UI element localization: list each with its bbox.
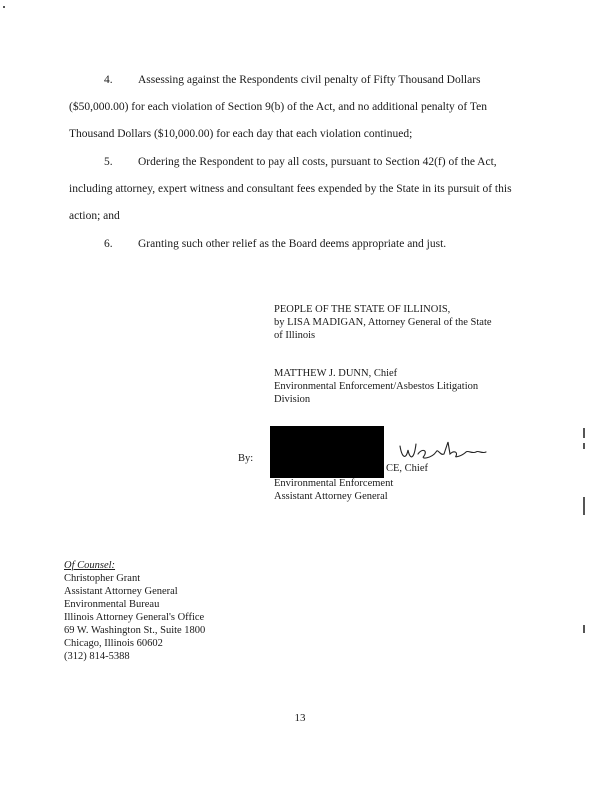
paragraph-text-line: ($50,000.00) for each violation of Section 9(b) of the Act, and no additional penalty of Ten <box>69 101 487 113</box>
paragraph-text-line: including attorney, expert witness and consultant fees expended by the State in its pursuit of this <box>69 183 512 195</box>
of-counsel-line: Chicago, Illinois 60602 <box>64 638 163 649</box>
signer-name-suffix: CE, Chief <box>386 463 428 474</box>
signer-title: Environmental Enforcement <box>274 478 394 489</box>
of-counsel-line: Christopher Grant <box>64 573 141 584</box>
by-label: By: <box>238 453 254 464</box>
scan-artifact <box>3 6 5 8</box>
plaintiff-name: PEOPLE OF THE STATE OF ILLINOIS, <box>274 304 451 315</box>
page-number: 13 <box>294 712 306 724</box>
chief-title: Division <box>274 394 311 405</box>
attorney-general-line: of Illinois <box>274 330 316 341</box>
chief-name: MATTHEW J. DUNN, Chief <box>274 368 398 379</box>
scan-artifact <box>583 497 585 515</box>
of-counsel-line: Environmental Bureau <box>64 599 160 610</box>
of-counsel-line: Assistant Attorney General <box>64 586 178 597</box>
of-counsel-heading: Of Counsel: <box>64 560 116 571</box>
paragraph-number: 5. <box>104 156 113 168</box>
attorney-general-line: by LISA MADIGAN, Attorney General of the State <box>274 317 492 328</box>
paragraph-text-line: Granting such other relief as the Board deems appropriate and just. <box>138 238 447 250</box>
scan-artifact <box>583 443 585 449</box>
paragraph-number: 4. <box>104 74 113 86</box>
paragraph-number: 6. <box>104 238 113 250</box>
of-counsel-line: (312) 814-5388 <box>64 651 130 662</box>
scan-artifact <box>583 625 585 633</box>
paragraph-text-line: action; and <box>69 210 120 222</box>
redaction-box <box>270 426 384 478</box>
paragraph-text-line: Assessing against the Respondents civil penalty of Fifty Thousand Dollars <box>138 74 481 86</box>
of-counsel-line: Illinois Attorney General's Office <box>64 612 205 623</box>
paragraph-text-line: Ordering the Respondent to pay all costs, pursuant to Section 42(f) of the Act, <box>138 156 497 168</box>
signer-title: Assistant Attorney General <box>274 491 388 502</box>
paragraph-text-line: Thousand Dollars ($10,000.00) for each day that each violation continued; <box>69 128 413 140</box>
chief-title: Environmental Enforcement/Asbestos Litigation <box>274 381 479 392</box>
scan-artifact <box>583 428 585 438</box>
of-counsel-line: 69 W. Washington St., Suite 1800 <box>64 625 206 636</box>
